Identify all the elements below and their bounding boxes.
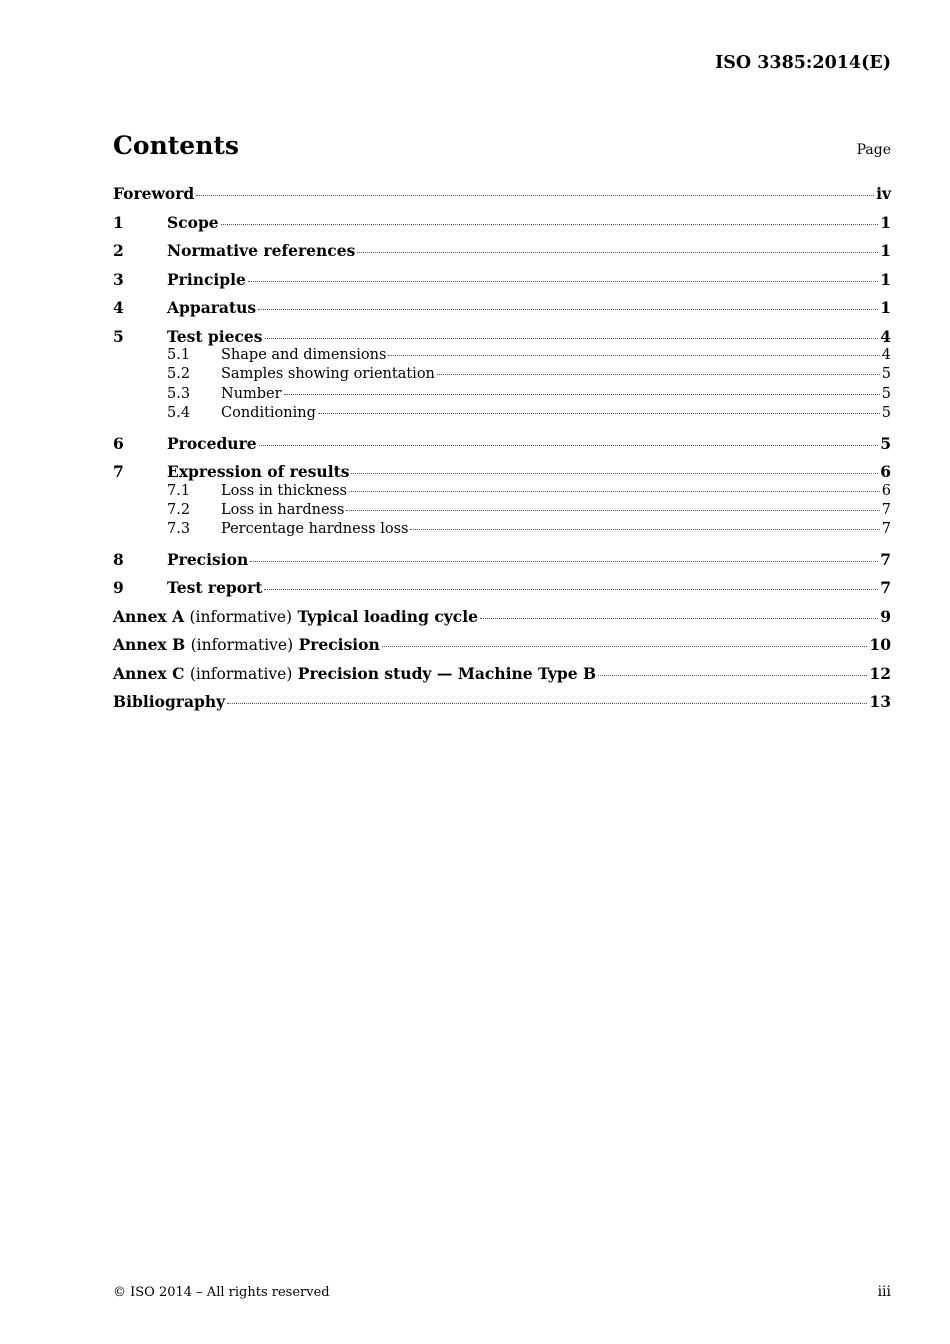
dot-leader — [357, 251, 878, 253]
toc-number: 7 — [113, 462, 124, 482]
toc-title: Loss in hardness — [221, 501, 345, 518]
dot-leader — [351, 472, 878, 474]
annex-title: Precision study — Machine Type B — [297, 663, 597, 683]
toc-page: 7 — [881, 501, 891, 518]
toc-entry-conditioning[interactable] — [113, 405, 891, 424]
dot-leader — [410, 528, 879, 530]
annex-kind: (informative) — [189, 664, 293, 683]
annex-label: Annex B — [113, 635, 186, 655]
toc-title: Procedure — [167, 433, 257, 453]
annex-kind: (informative) — [190, 636, 294, 655]
dot-leader — [346, 509, 879, 511]
dot-leader — [318, 412, 880, 414]
dot-leader — [196, 194, 874, 196]
contents-heading — [113, 131, 891, 160]
toc-title: Scope — [167, 212, 219, 232]
toc-entry-annex-b[interactable] — [113, 635, 891, 664]
toc-title: Principle — [167, 269, 246, 289]
toc-entry-principle[interactable] — [113, 270, 891, 299]
dot-leader — [259, 444, 879, 446]
toc-title: Bibliography — [113, 692, 226, 712]
standard-id: ISO 3385:2014(E) — [715, 53, 891, 73]
toc-entry-scope[interactable] — [113, 213, 891, 242]
toc-page: 9 — [880, 606, 891, 626]
toc-number: 9 — [113, 578, 124, 598]
toc-number: 6 — [113, 433, 124, 453]
toc-title: Test pieces — [167, 326, 263, 346]
toc-number: 8 — [113, 549, 124, 569]
toc-title: Samples showing orientation — [221, 366, 435, 383]
toc-number: 5 — [113, 326, 124, 346]
toc-number: 5.4 — [167, 405, 191, 422]
toc-page: 1 — [880, 241, 891, 260]
toc-page: 13 — [869, 692, 891, 712]
toc-number: 7.1 — [167, 482, 191, 499]
dot-leader — [248, 280, 878, 282]
toc-number: 1 — [113, 212, 124, 232]
toc-number: 3 — [113, 269, 124, 289]
page-column-label: Page — [856, 142, 891, 158]
toc-title — [113, 664, 596, 683]
toc-title: Test report — [167, 578, 263, 598]
toc-entry-foreword[interactable] — [113, 184, 891, 213]
toc-page: iv — [876, 184, 891, 203]
dot-leader — [388, 354, 879, 356]
toc-number: 7.3 — [167, 521, 191, 538]
dot-leader — [598, 674, 867, 676]
toc-entry-loss-in-thickness[interactable] — [113, 483, 891, 502]
toc-number: 5.2 — [167, 366, 191, 383]
toc-number: 7.2 — [167, 501, 191, 518]
toc-entry-bibliography[interactable] — [113, 692, 891, 721]
toc-entry-annex-a[interactable] — [113, 607, 891, 636]
table-of-contents — [113, 184, 891, 721]
toc-number: 2 — [113, 241, 124, 260]
toc-entry-annex-c[interactable] — [113, 664, 891, 693]
toc-page: 5 — [881, 405, 891, 422]
page-footer — [113, 1284, 891, 1300]
toc-title: Apparatus — [167, 298, 257, 317]
toc-number: 5.1 — [167, 347, 191, 363]
toc-entry-shape-and-dimensions[interactable] — [113, 347, 891, 366]
copyright-notice: © ISO 2014 – All rights reserved — [113, 1285, 330, 1300]
toc-entry-number[interactable] — [113, 386, 891, 405]
contents-title: Contents — [113, 131, 240, 160]
toc-entry-test-report[interactable] — [113, 578, 891, 607]
toc-entry-precision[interactable] — [113, 550, 891, 579]
annex-title: Typical loading cycle — [297, 606, 478, 626]
toc-page: 6 — [880, 462, 891, 482]
toc-number: 5.3 — [167, 385, 191, 402]
toc-title: Foreword — [113, 184, 195, 203]
toc-entry-procedure[interactable] — [113, 434, 891, 463]
annex-label: Annex C — [113, 663, 185, 683]
annex-label: Annex A — [113, 606, 185, 626]
dot-leader — [349, 490, 880, 492]
toc-page: 4 — [881, 347, 891, 363]
toc-title: Normative references — [167, 241, 356, 260]
toc-title: Precision — [167, 549, 249, 569]
toc-title: Loss in thickness — [221, 482, 347, 499]
toc-title: Number — [221, 385, 282, 402]
toc-page: 4 — [880, 326, 891, 346]
toc-number: 4 — [113, 298, 124, 317]
dot-leader — [264, 588, 878, 590]
toc-entry-normative-references[interactable] — [113, 241, 891, 270]
toc-entry-apparatus[interactable] — [113, 298, 891, 327]
toc-page: 1 — [880, 269, 891, 289]
toc-title: Expression of results — [167, 462, 350, 482]
toc-page: 1 — [880, 298, 891, 317]
toc-page: 7 — [880, 549, 891, 569]
dot-leader — [480, 617, 878, 619]
page-number: iii — [877, 1284, 891, 1300]
dot-leader — [227, 702, 867, 704]
toc-page: 10 — [869, 635, 891, 655]
toc-entry-samples-showing-orientation[interactable] — [113, 366, 891, 385]
toc-page: 6 — [881, 482, 891, 499]
toc-page: 5 — [881, 385, 891, 402]
toc-page: 5 — [881, 366, 891, 383]
dot-leader — [221, 223, 879, 225]
dot-leader — [437, 373, 880, 375]
toc-title: Shape and dimensions — [221, 347, 387, 363]
toc-title: Conditioning — [221, 405, 316, 422]
toc-entry-percentage-hardness-loss[interactable] — [113, 521, 891, 540]
toc-title — [113, 607, 478, 626]
annex-title: Precision — [298, 635, 380, 655]
toc-page: 1 — [880, 212, 891, 232]
dot-leader — [250, 560, 878, 562]
toc-title — [113, 635, 380, 654]
dot-leader — [258, 308, 878, 310]
toc-entry-loss-in-hardness[interactable] — [113, 502, 891, 521]
toc-title: Percentage hardness loss — [221, 521, 409, 538]
dot-leader — [265, 337, 879, 339]
toc-page: 7 — [881, 521, 891, 538]
toc-page: 7 — [880, 578, 891, 598]
toc-page: 5 — [880, 433, 891, 453]
dot-leader — [382, 645, 868, 647]
annex-kind: (informative) — [189, 607, 293, 626]
dot-leader — [284, 393, 880, 395]
toc-page: 12 — [869, 663, 891, 683]
